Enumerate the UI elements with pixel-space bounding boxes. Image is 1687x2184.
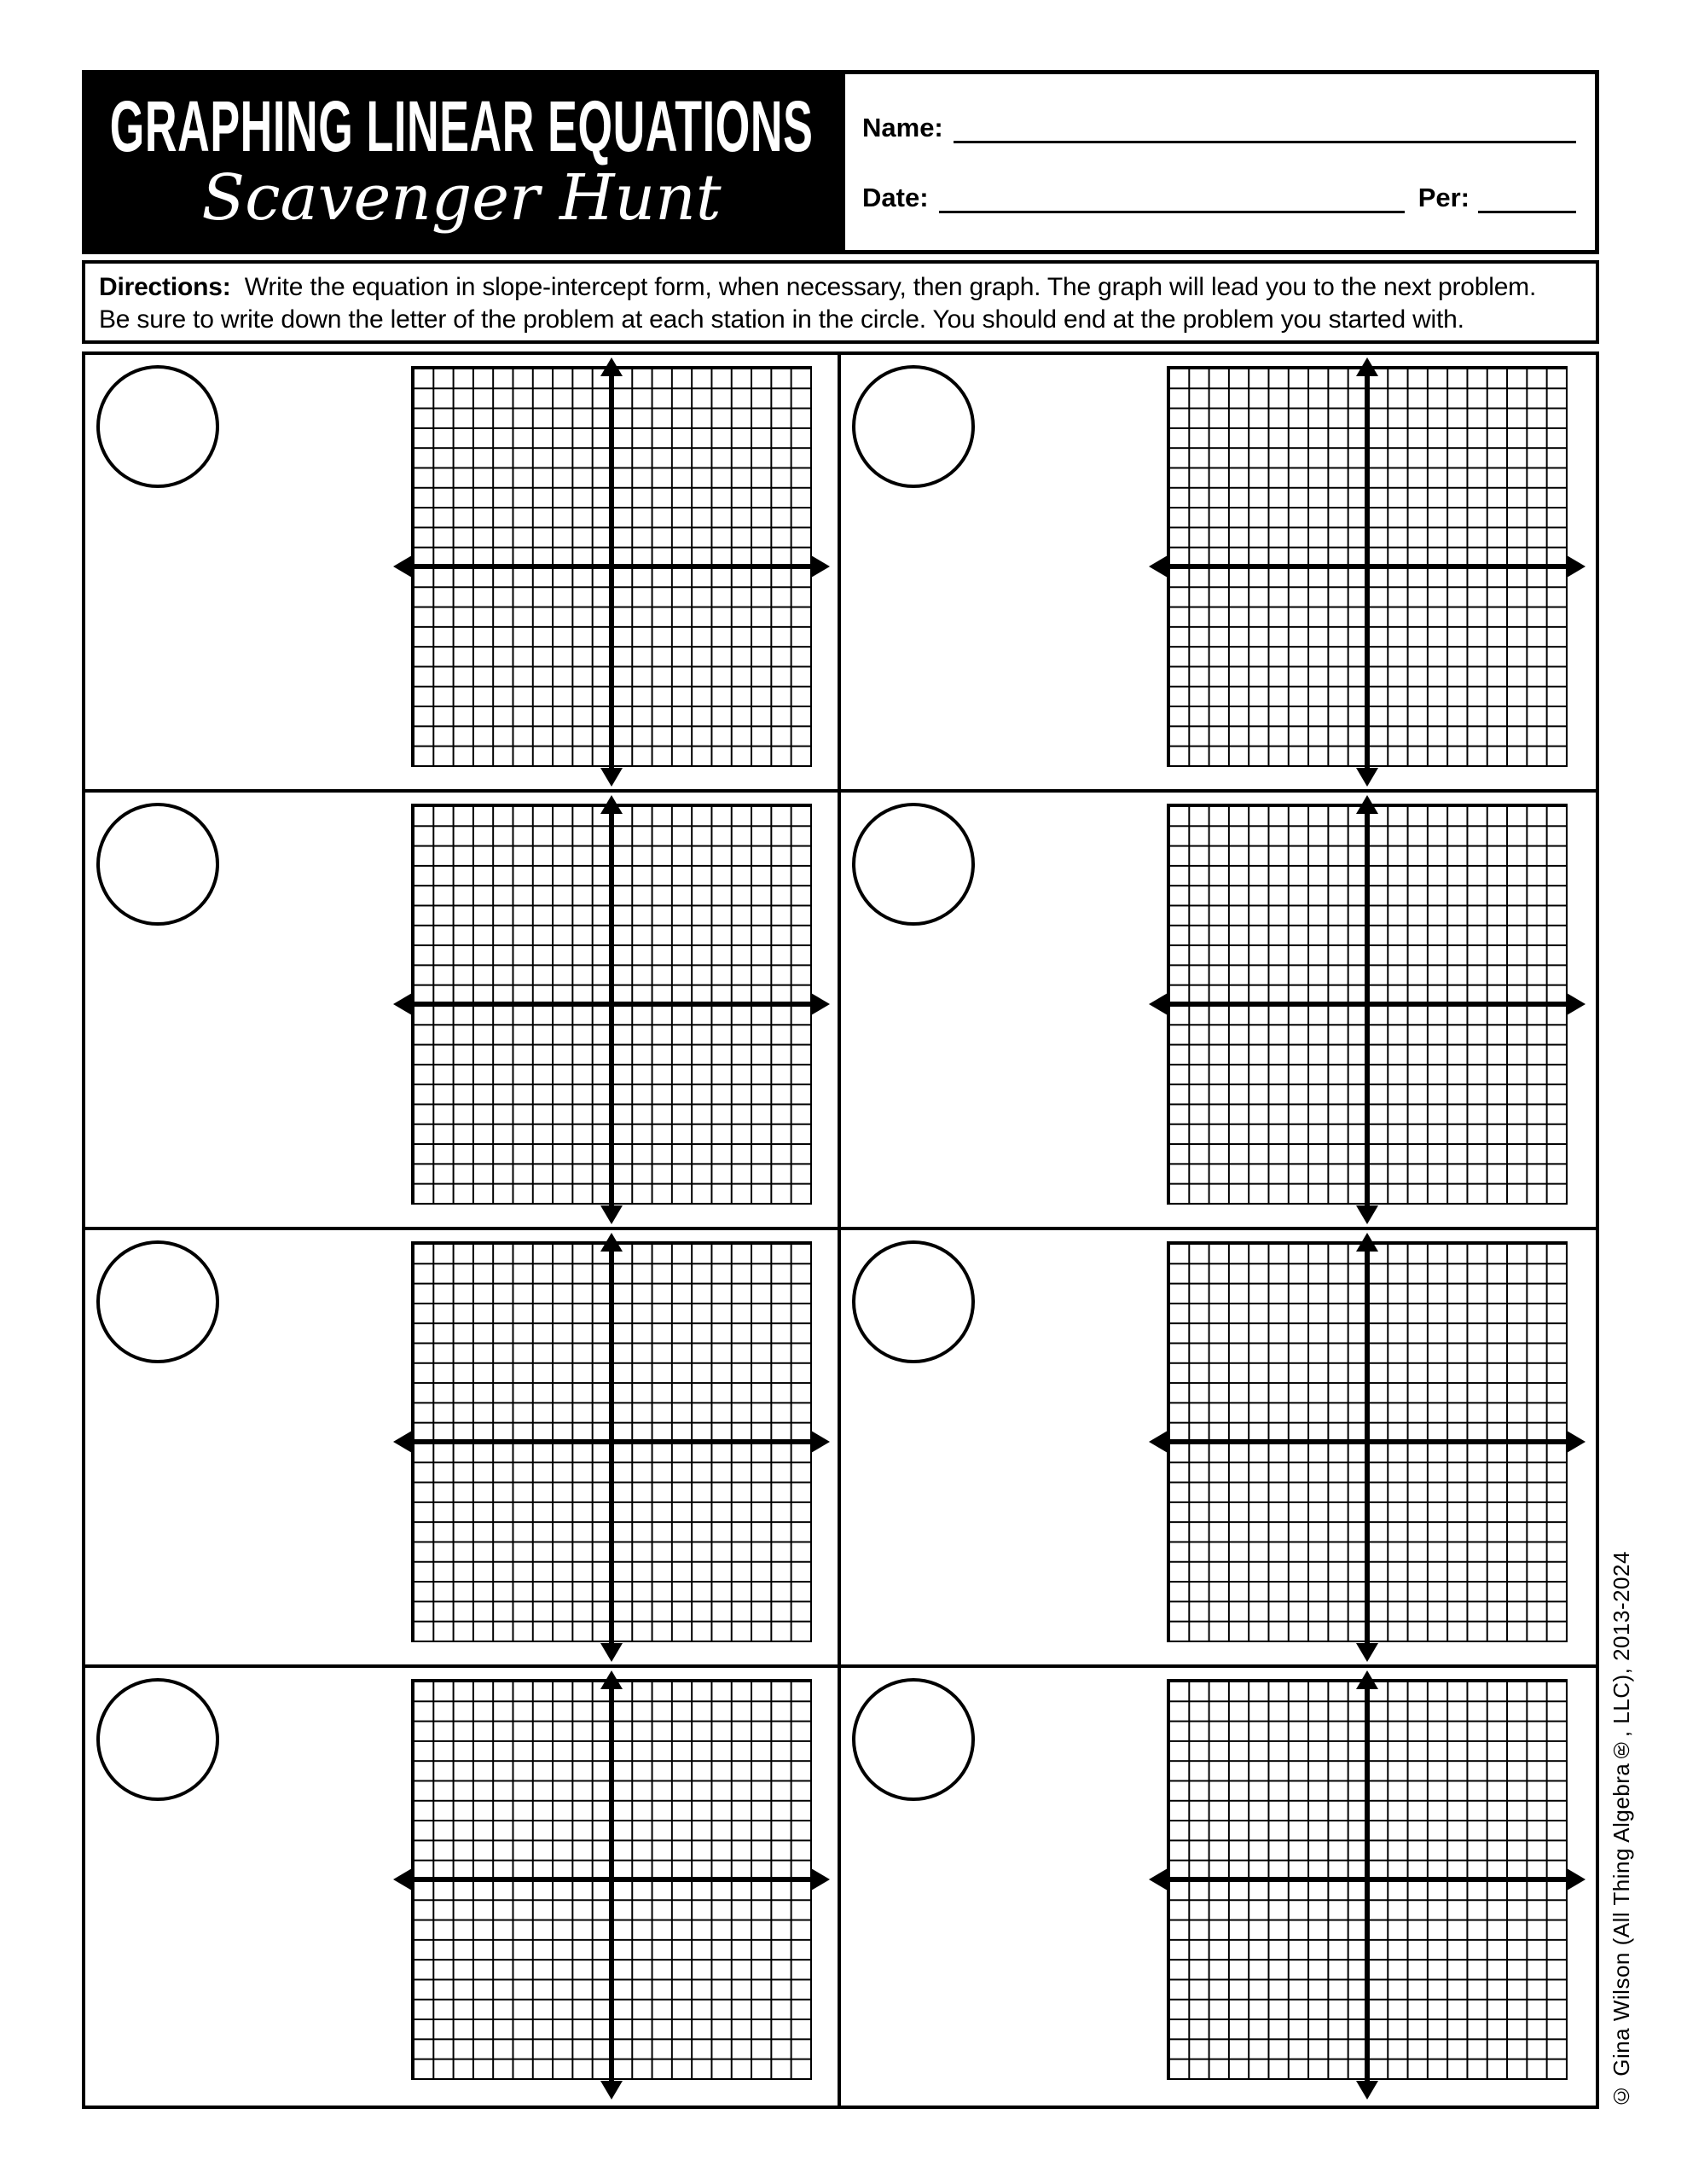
x-axis xyxy=(1167,1002,1568,1007)
graph-panel xyxy=(85,1668,841,2106)
axis-arrow-right-icon xyxy=(1567,1431,1586,1453)
x-axis xyxy=(411,1439,812,1444)
axis-arrow-up-icon xyxy=(1356,795,1378,814)
graph-panel xyxy=(85,793,841,1230)
graph-area xyxy=(841,1668,1597,2106)
axis-arrow-up-icon xyxy=(1356,357,1378,376)
axis-arrow-left-icon xyxy=(393,1431,412,1453)
x-axis xyxy=(411,564,812,569)
axis-arrow-left-icon xyxy=(1149,1868,1168,1891)
name-row xyxy=(862,104,1576,143)
directions-text1: Write the equation in slope-intercept form, when necessary, then graph. The graph will lead you to the next problem. xyxy=(244,273,1537,301)
graph-area xyxy=(85,355,838,789)
x-axis xyxy=(1167,1439,1568,1444)
axis-arrow-up-icon xyxy=(1356,1233,1378,1252)
date-input-line[interactable] xyxy=(939,174,1405,213)
graph-area xyxy=(841,355,1597,789)
axis-arrow-up-icon xyxy=(600,1233,623,1252)
axis-arrow-down-icon xyxy=(1356,1205,1378,1224)
y-axis xyxy=(1365,1688,1370,2082)
axis-arrow-up-icon xyxy=(600,795,623,814)
x-axis xyxy=(1167,1877,1568,1882)
axis-arrow-right-icon xyxy=(1567,555,1586,578)
axis-arrow-down-icon xyxy=(1356,1643,1378,1662)
graph-panel xyxy=(841,1668,1597,2106)
directions-box xyxy=(82,260,1599,344)
graph-area xyxy=(841,793,1597,1227)
y-axis xyxy=(609,1688,614,2082)
copyright-text: © Gina Wilson (All Thing Algebra®, LLC), 2013-2024 xyxy=(1609,1551,1634,2109)
axis-arrow-down-icon xyxy=(600,768,623,787)
axis-arrow-down-icon xyxy=(1356,2081,1378,2100)
axis-arrow-up-icon xyxy=(600,357,623,376)
axis-arrow-down-icon xyxy=(600,1205,623,1224)
title-banner xyxy=(82,70,841,254)
student-info-box xyxy=(841,70,1599,254)
graph-panel xyxy=(841,793,1597,1230)
graph-area xyxy=(85,1668,838,2106)
graph-panel xyxy=(841,1230,1597,1668)
axis-arrow-right-icon xyxy=(1567,993,1586,1015)
y-axis xyxy=(1365,1251,1370,1644)
name-label: Name: xyxy=(862,113,943,142)
date-label: Date: xyxy=(862,183,929,212)
graph-panels-table xyxy=(82,351,1599,2109)
axis-arrow-left-icon xyxy=(393,1868,412,1891)
x-axis xyxy=(411,1877,812,1882)
worksheet-title: GRAPHING LINEAR EQUATIONS xyxy=(109,86,814,166)
y-axis xyxy=(1365,813,1370,1206)
graph-panel xyxy=(841,355,1597,793)
axis-arrow-left-icon xyxy=(1149,1431,1168,1453)
per-input-line[interactable] xyxy=(1478,174,1576,213)
graph-panel xyxy=(85,1230,841,1668)
x-axis xyxy=(1167,564,1568,569)
axis-arrow-right-icon xyxy=(1567,1868,1586,1891)
name-input-line[interactable] xyxy=(954,104,1576,143)
axis-arrow-left-icon xyxy=(1149,555,1168,578)
graph-panel xyxy=(85,355,841,793)
graph-area xyxy=(85,793,838,1227)
date-row xyxy=(862,174,1576,213)
axis-arrow-down-icon xyxy=(600,2081,623,2100)
axis-arrow-left-icon xyxy=(1149,993,1168,1015)
x-axis xyxy=(411,1002,812,1007)
axis-arrow-left-icon xyxy=(393,993,412,1015)
directions-line2: Be sure to write down the letter of the problem at each station in the circle. You should end at the problem you started with. xyxy=(99,305,1464,334)
y-axis xyxy=(609,375,614,769)
y-axis xyxy=(1365,375,1370,769)
axis-arrow-up-icon xyxy=(600,1670,623,1689)
axis-arrow-right-icon xyxy=(811,1868,830,1891)
y-axis xyxy=(609,813,614,1206)
axis-arrow-right-icon xyxy=(811,1431,830,1453)
worksheet-subtitle: Scavenger Hunt xyxy=(201,161,722,235)
axis-arrow-left-icon xyxy=(393,555,412,578)
axis-arrow-up-icon xyxy=(1356,1670,1378,1689)
axis-arrow-down-icon xyxy=(1356,768,1378,787)
per-label: Per: xyxy=(1417,183,1470,212)
graph-area xyxy=(85,1230,838,1664)
axis-arrow-right-icon xyxy=(811,993,830,1015)
y-axis xyxy=(609,1251,614,1644)
axis-arrow-down-icon xyxy=(600,1643,623,1662)
directions-line1 xyxy=(99,271,1596,304)
axis-arrow-right-icon xyxy=(811,555,830,578)
directions-label: Directions: xyxy=(99,273,231,301)
graph-area xyxy=(841,1230,1597,1664)
